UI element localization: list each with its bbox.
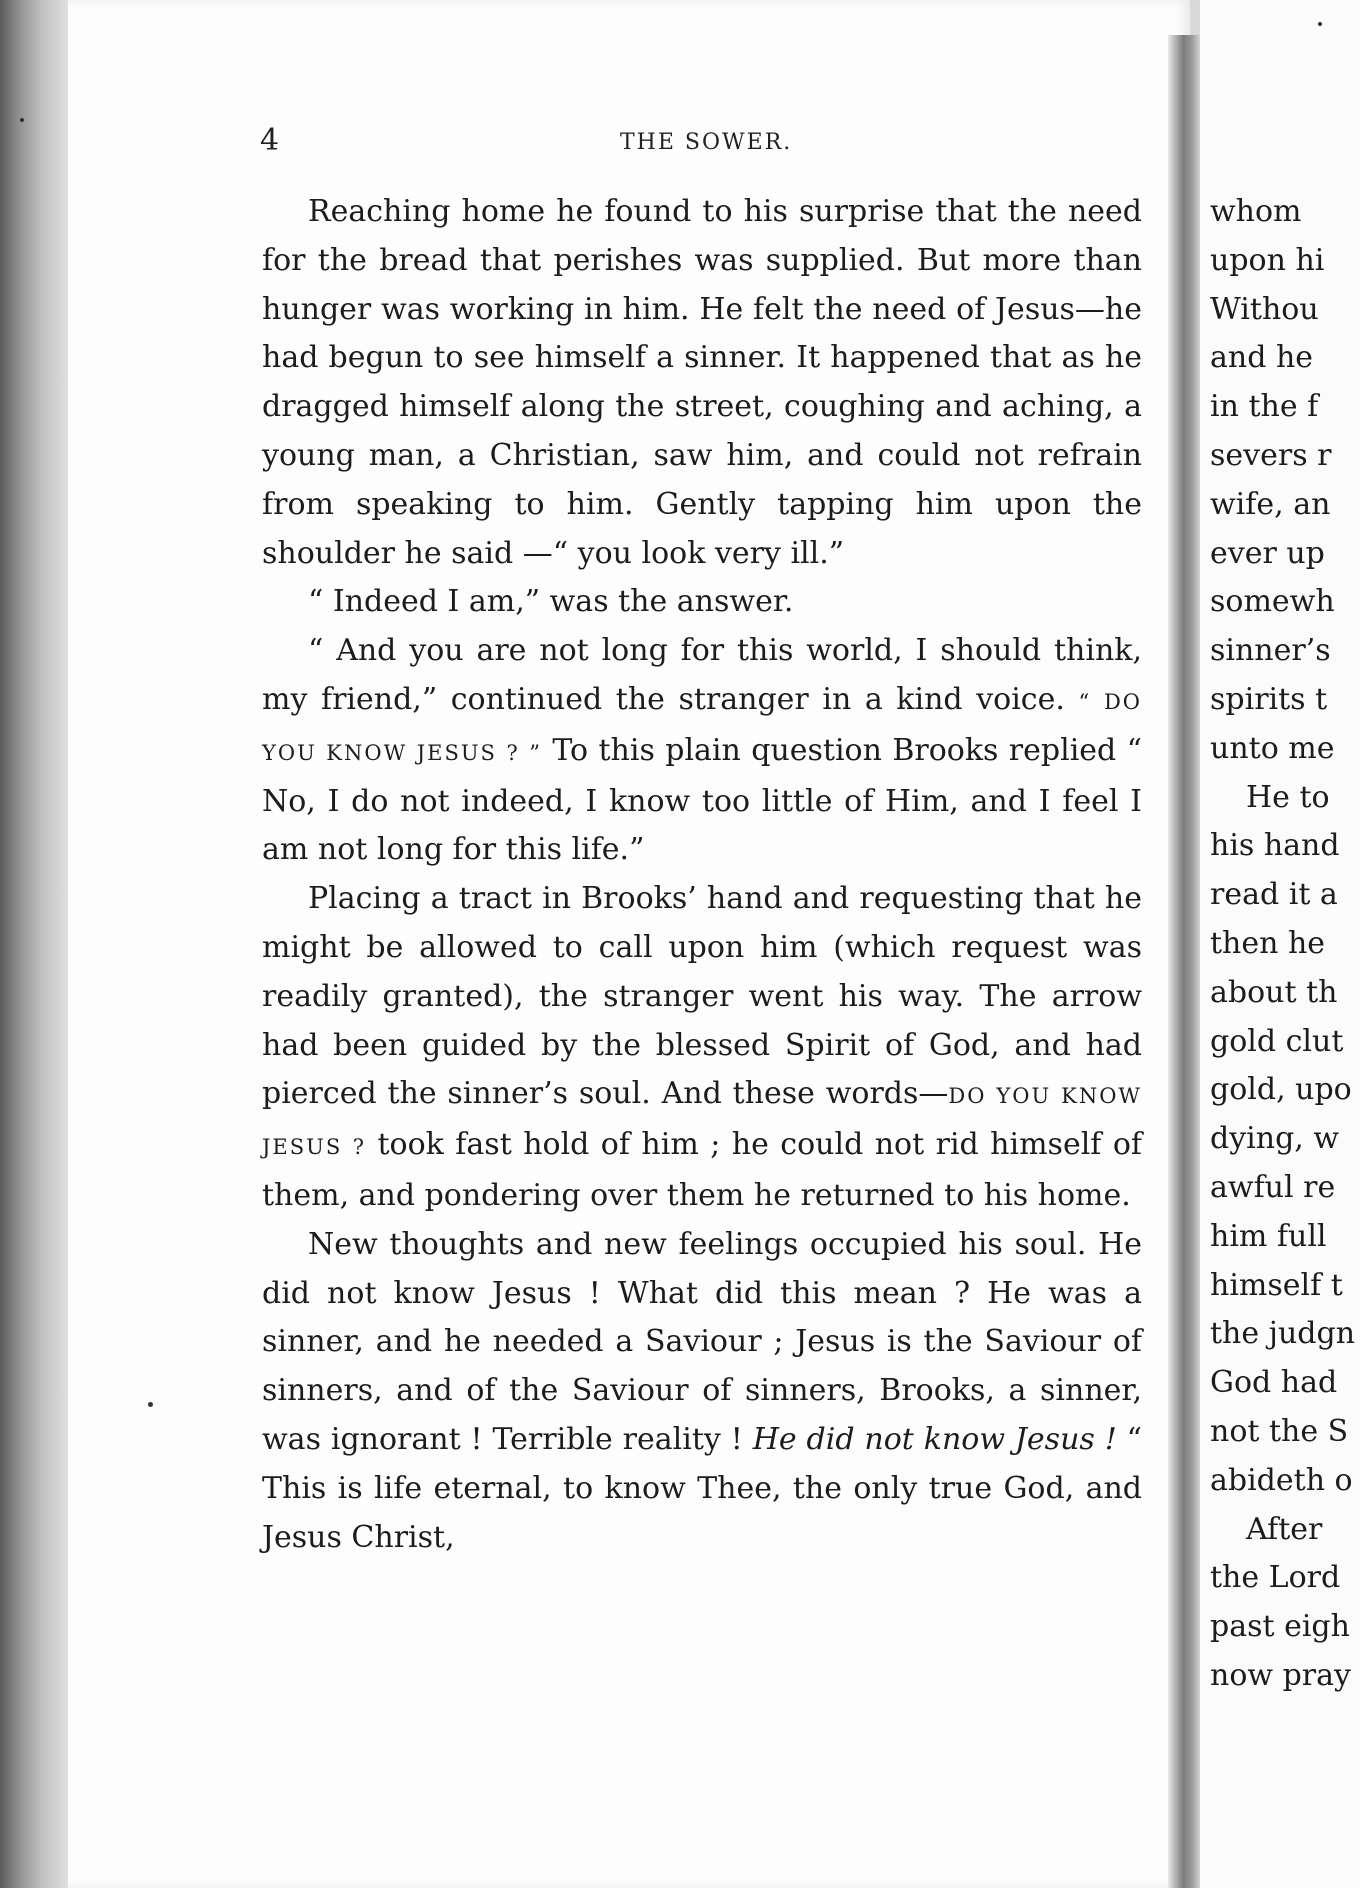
question-small-caps-2: DO YOU KNOW JESUS ? <box>262 1084 1142 1160</box>
right-line: read it a <box>1210 877 1338 913</box>
right-line: spirits t <box>1210 681 1328 717</box>
right-line: He to <box>1246 779 1330 815</box>
paragraph-3 <box>262 627 1142 875</box>
right-line: abideth o <box>1210 1462 1353 1498</box>
right-line: wife, an <box>1210 486 1331 522</box>
right-text-column <box>1210 188 1360 1701</box>
paragraph-5 <box>262 1221 1142 1563</box>
dust-speck <box>1318 22 1322 26</box>
paragraph-5-text: New thoughts and new feelings occupied his soul. He did not know Jesus ! What did this mean ? He was a sinner, and he needed a Saviour ; Jesus is the Saviour of sinners, and of the Saviour of sinners, Brooks, a sinner, was ignorant ! Terrible reality ! <box>262 1226 1142 1457</box>
right-line: past eigh <box>1210 1609 1350 1645</box>
right-line: in the f <box>1210 389 1319 425</box>
running-head: THE SOWER. <box>620 130 793 155</box>
right-line: about th <box>1210 974 1338 1010</box>
right-line: God had <box>1210 1365 1338 1401</box>
right-line: unto me <box>1210 730 1335 766</box>
right-line: not the S <box>1210 1413 1349 1449</box>
paragraph-2: “ Indeed I am,” was the answer. <box>308 584 794 620</box>
right-line: ever up <box>1210 535 1325 571</box>
right-line: After <box>1246 1511 1323 1547</box>
right-line: awful re <box>1210 1169 1336 1205</box>
right-line: dying, w <box>1210 1121 1340 1157</box>
right-line: him full <box>1210 1218 1327 1254</box>
right-line: the judgn <box>1210 1316 1356 1352</box>
scan-edge-shadow <box>0 0 70 1888</box>
right-line: somewh <box>1210 584 1335 620</box>
right-line: now pray <box>1210 1657 1351 1693</box>
right-line: whom <box>1210 194 1302 229</box>
right-line: then he <box>1210 925 1326 961</box>
paragraph-3-text: “ And you are not long for this world, I should think, my friend,” continued the stranger in a kind voice. <box>262 633 1142 717</box>
paragraph-4-text: Placing a tract in Brooks’ hand and requesting that he might be allowed to call upon him (which request was readily granted), the stranger went his way. The arrow had been guided by the blessed Spirit of God, and had pierced the sinner’s soul. And these words— <box>262 881 1142 1112</box>
right-line: severs r <box>1210 437 1332 473</box>
dust-speck <box>148 1402 153 1407</box>
right-line: gold, upo <box>1210 1072 1352 1108</box>
book-gutter <box>1168 35 1202 1888</box>
paragraph-1: Reaching home he found to his surprise that the need for the bread that perishes was supplied. But more than hunger was working in him. He felt the need of Jesus—he had begun to see himself a sinner. It happened that as he dragged himself along the street, coughing and aching, a young man, a Christian, saw him, and could not refrain from speaking to him. Gently tapping him upon the shoulder he said —“ you look very ill.” <box>262 194 1142 571</box>
paragraph-4-rest: took fast hold of him ; he could not rid himself of them, and pondering over them he returned to his home. <box>262 1127 1142 1213</box>
left-text-column <box>262 188 1142 1562</box>
right-line: his hand <box>1210 828 1340 864</box>
paragraph-5-rest: “ This is life eternal, to know Thee, the only true God, and Jesus Christ, <box>262 1421 1142 1555</box>
paragraph-4 <box>262 875 1142 1221</box>
italic-phrase: He did not know Jesus ! <box>752 1421 1117 1457</box>
right-line: gold clut <box>1210 1023 1344 1059</box>
page-number: 4 <box>260 123 280 158</box>
paragraph-3-reply: To this plain question Brooks replied “ No, I do not indeed, I know too little of Him, and I feel I am not long for this life.” <box>262 732 1142 868</box>
right-line: and he <box>1210 340 1314 376</box>
right-line: upon hi <box>1210 242 1325 278</box>
question-small-caps: “ DO YOU KNOW JESUS ? ” <box>262 689 1142 765</box>
right-line: sinner’s <box>1210 633 1331 669</box>
dust-speck <box>20 118 24 122</box>
right-line: himself t <box>1210 1267 1343 1303</box>
right-line: Withou <box>1210 291 1319 327</box>
right-line: the Lord <box>1210 1560 1341 1596</box>
